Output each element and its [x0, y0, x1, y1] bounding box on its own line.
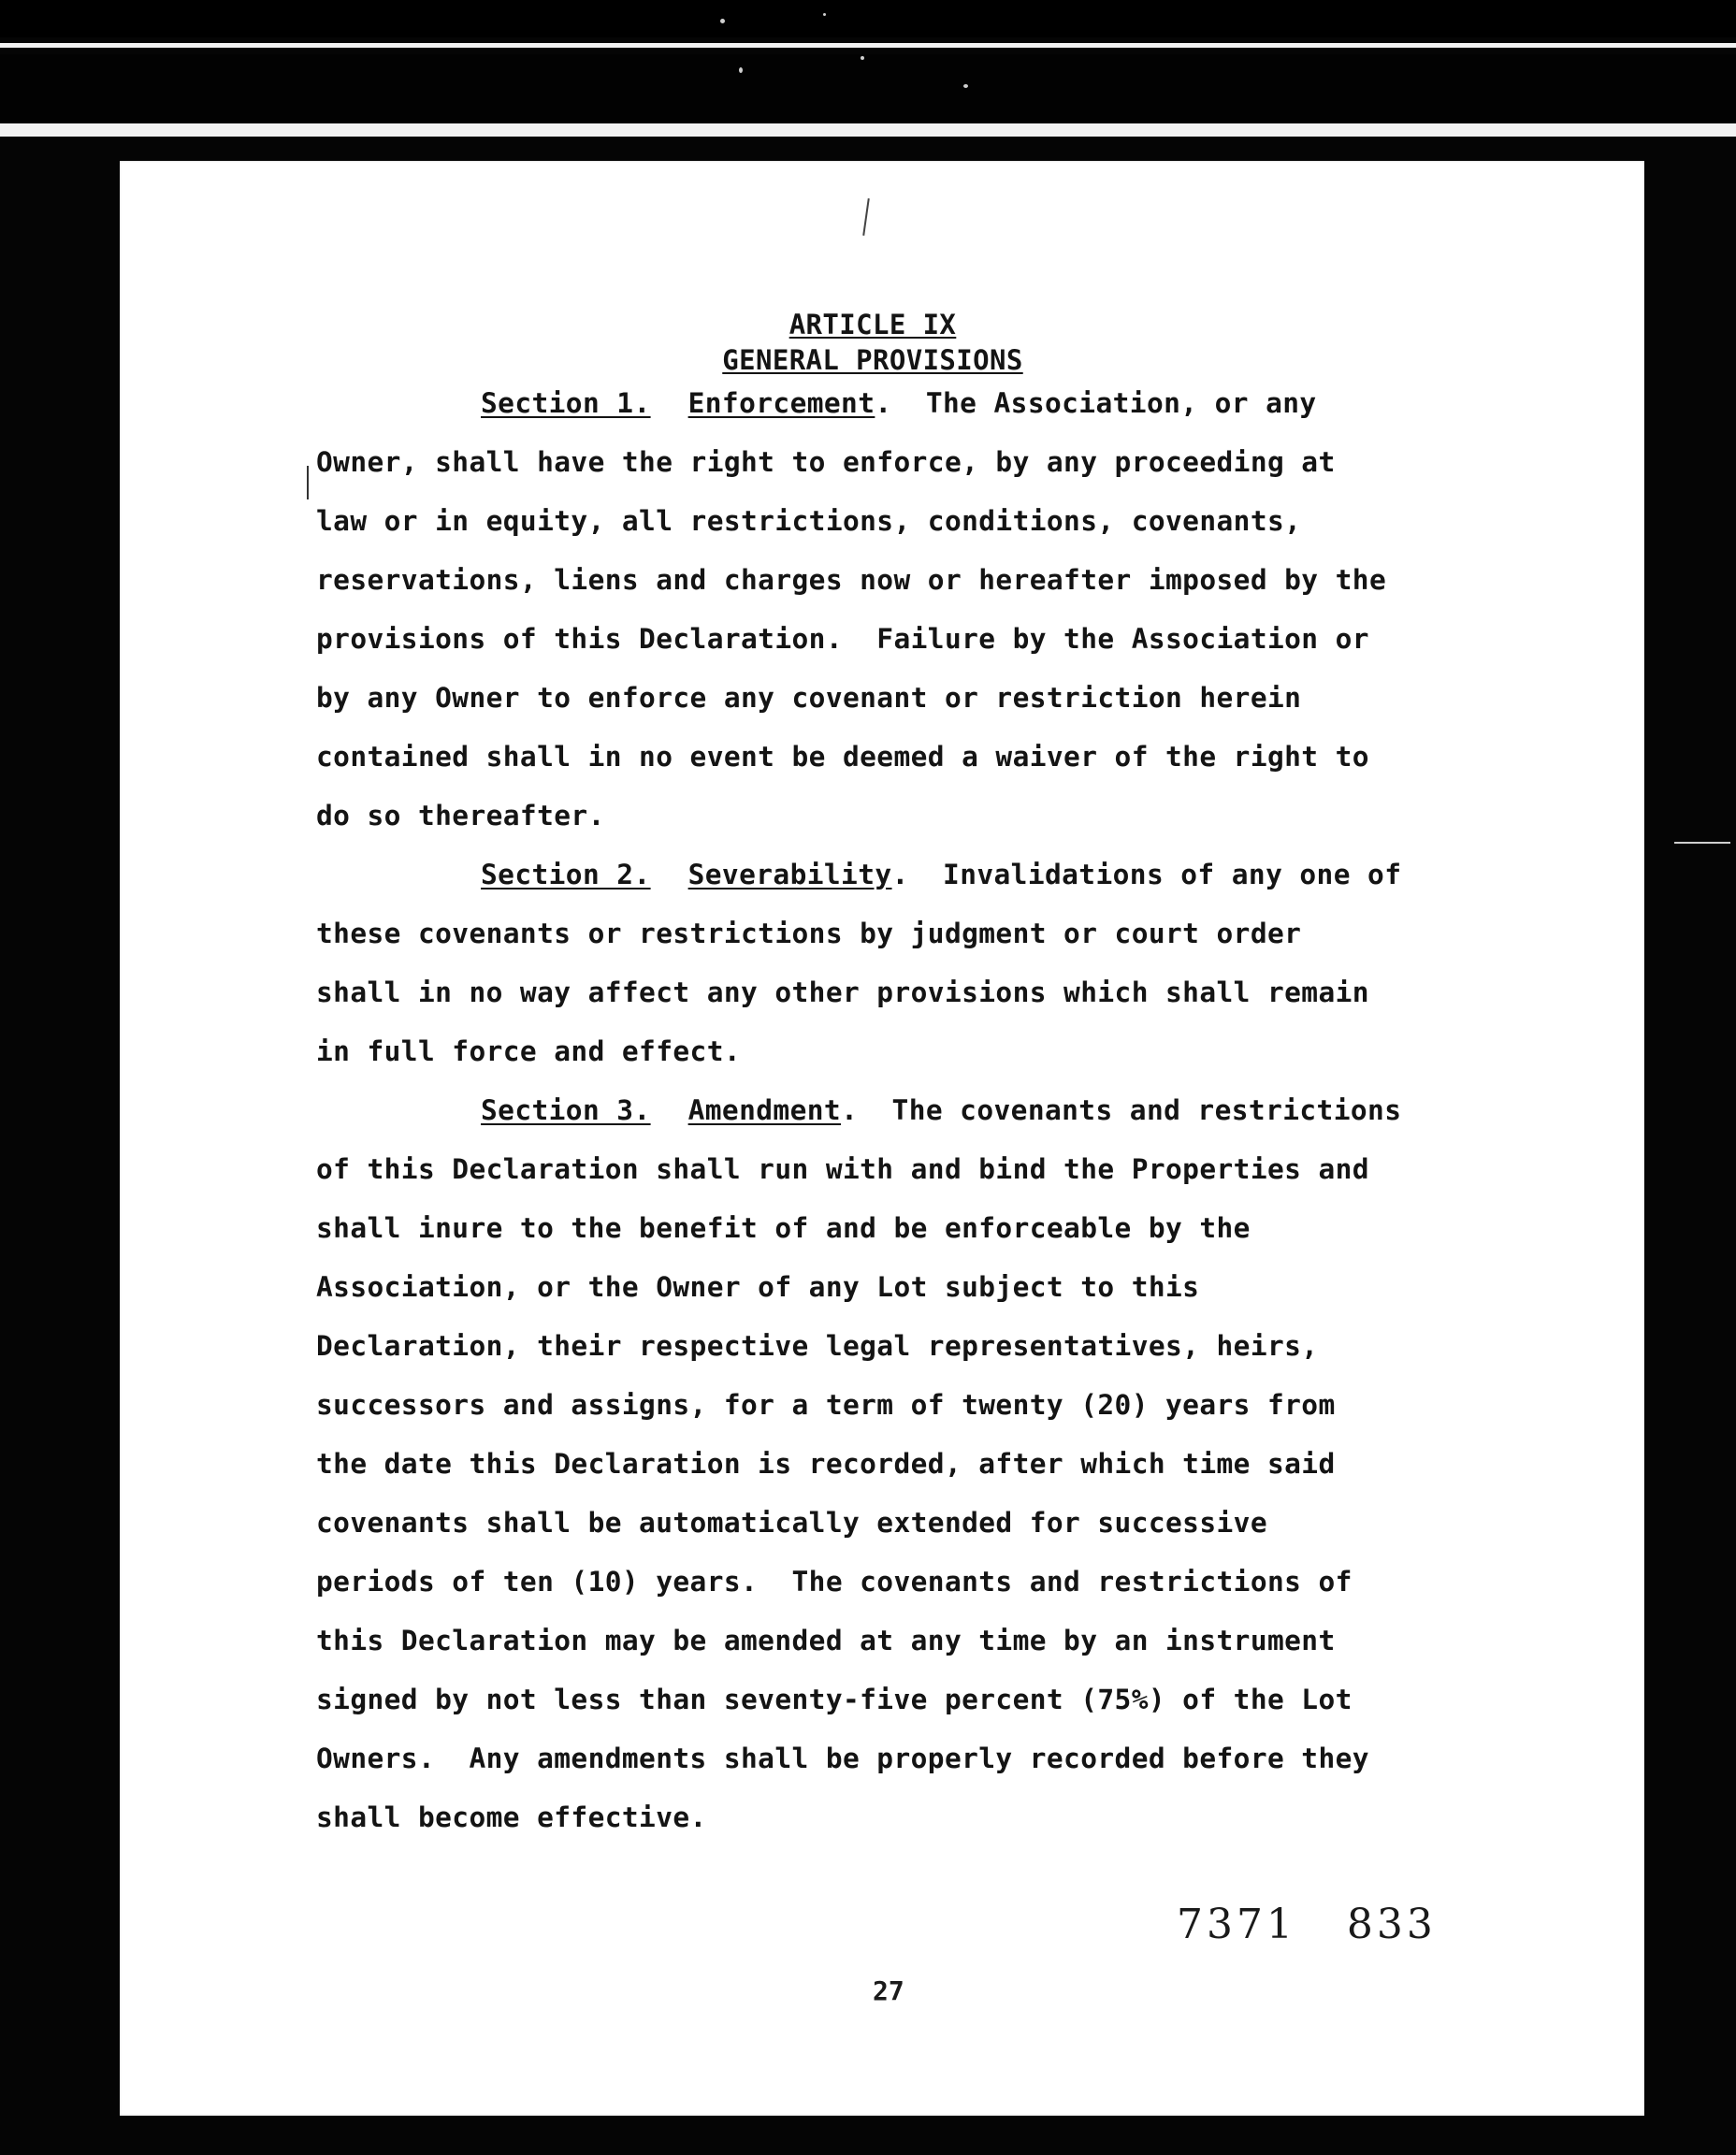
body-text-line: law or in equity, all restrictions, conditions, covenants, — [316, 505, 1302, 537]
section-heading-line — [316, 846, 1588, 904]
article-title: GENERAL PROVISIONS — [722, 344, 1023, 376]
section-paragraph — [316, 846, 1588, 1081]
scan-speck — [739, 67, 743, 73]
scan-mark — [862, 198, 870, 236]
scan-speck — [861, 56, 864, 60]
section-paragraph — [316, 374, 1588, 846]
body-text-line: Owners. Any amendments shall be properly recorded before they — [316, 1743, 1369, 1774]
section-number: Section 2. — [481, 859, 651, 890]
body-text-line: reservations, liens and charges now or hereafter imposed by the — [316, 564, 1387, 596]
scan-band — [0, 54, 1736, 122]
margin-mark — [307, 466, 309, 499]
document-body — [316, 311, 1588, 1847]
section-paragraph — [316, 1081, 1588, 1847]
section-lead-text: . Invalidations of any one of — [891, 859, 1402, 890]
body-text-line: Association, or the Owner of any Lot subject to this — [316, 1271, 1200, 1303]
scan-border-top — [0, 0, 1736, 37]
scan-line — [0, 43, 1736, 48]
body-text-line: shall in no way affect any other provisions which shall remain — [316, 976, 1369, 1008]
article-heading: ARTICLE IX — [788, 309, 957, 340]
section-name: Amendment — [687, 1094, 842, 1126]
body-text-line: this Declaration may be amended at any time by an instrument — [316, 1625, 1336, 1656]
body-text-line: signed by not less than seventy-five percent (75%) of the Lot — [316, 1684, 1353, 1715]
scan-speck — [720, 19, 725, 23]
section-lead-text: . The Association, or any — [875, 387, 1317, 419]
recording-stamp: 7371 833 — [1177, 1901, 1437, 1948]
body-text-line: shall inure to the benefit of and be enforceable by the — [316, 1212, 1251, 1244]
section-number: Section 1. — [481, 387, 651, 419]
section-heading-line — [316, 374, 1588, 433]
section-number: Section 3. — [481, 1094, 651, 1126]
body-text-line: covenants shall be automatically extended for successive — [316, 1507, 1267, 1539]
scan-speck — [963, 84, 968, 88]
body-text-line: in full force and effect. — [316, 1035, 742, 1067]
document-page — [120, 161, 1644, 2116]
section-heading-line — [316, 1081, 1588, 1140]
page-number: 27 — [873, 1975, 904, 2006]
body-text-line: shall become effective. — [316, 1801, 707, 1833]
scan-speck — [1674, 842, 1730, 844]
body-text-line: the date this Declaration is recorded, after which time said — [316, 1448, 1336, 1480]
section-name: Enforcement — [687, 387, 875, 419]
body-text-line: periods of ten (10) years. The covenants and restrictions of — [316, 1566, 1353, 1598]
scan-line — [0, 123, 1736, 137]
body-text-line: Declaration, their respective legal representatives, heirs, — [316, 1330, 1319, 1362]
body-text-line: do so thereafter. — [316, 800, 605, 832]
body-text-line: provisions of this Declaration. Failure by the Association or — [316, 623, 1369, 655]
section-lead-text: . The covenants and restrictions — [841, 1094, 1402, 1126]
body-text-line: Owner, shall have the right to enforce, by any proceeding at — [316, 446, 1336, 478]
body-text-line: by any Owner to enforce any covenant or restriction herein — [316, 682, 1302, 714]
scan-speck — [823, 13, 826, 16]
section-name: Severability — [687, 859, 892, 890]
body-text-line: these covenants or restrictions by judgment or court order — [316, 918, 1302, 949]
body-text-line: of this Declaration shall run with and bind the Properties and — [316, 1153, 1369, 1185]
body-text-line: contained shall in no event be deemed a waiver of the right to — [316, 741, 1369, 773]
sections — [316, 374, 1588, 1847]
body-text-line: successors and assigns, for a term of twenty (20) years from — [316, 1389, 1336, 1421]
